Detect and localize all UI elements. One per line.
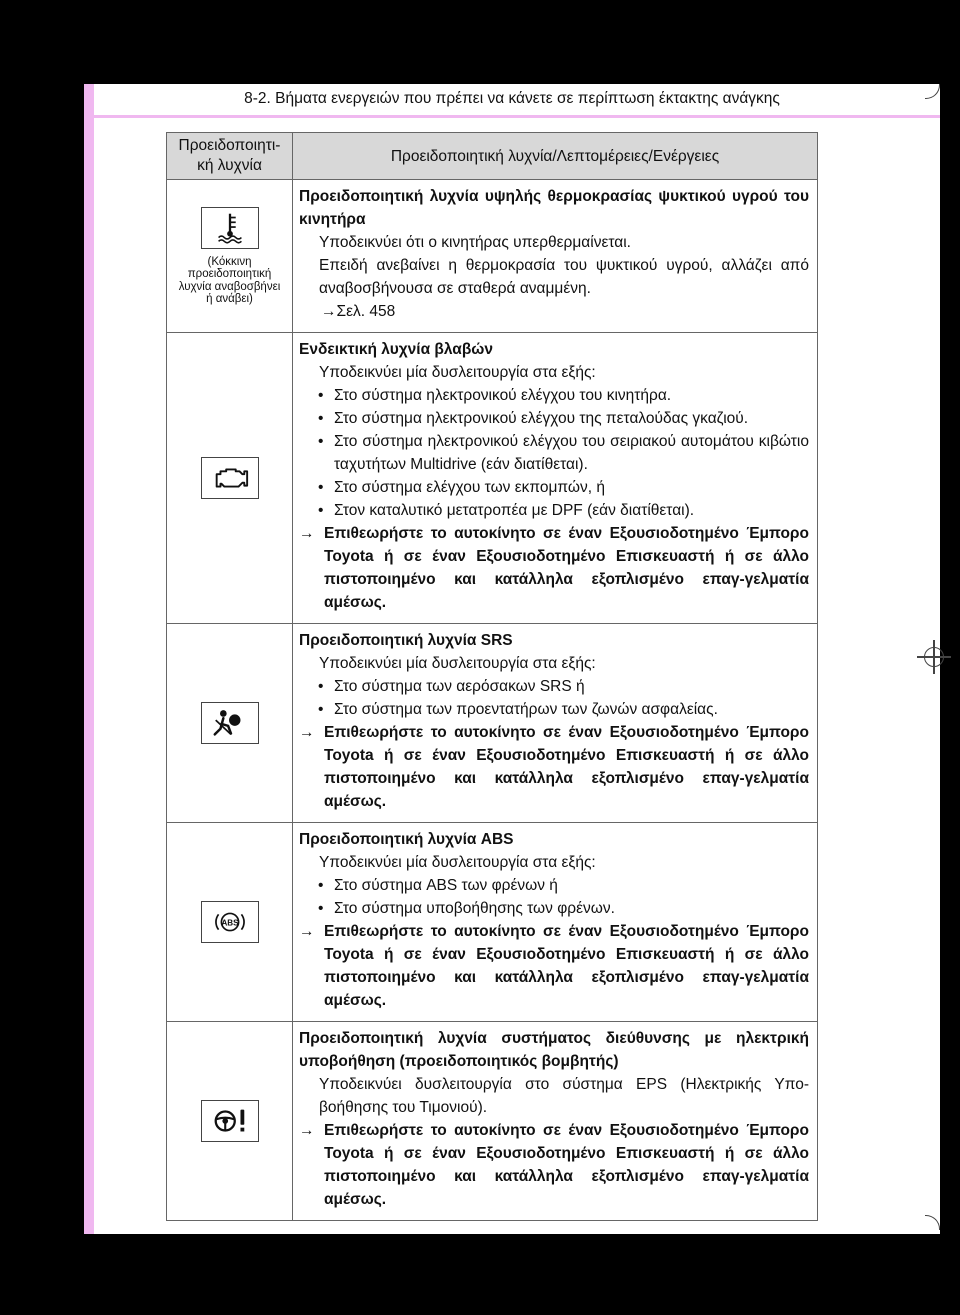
row-description: Υποδεικνύει ότι ο κινητήρας υπερθερμαίνεται.	[319, 234, 631, 251]
details-cell	[293, 1022, 818, 1221]
list-item: • Στον καταλυτικό μετατροπέα με DPF (εάν διατίθεται).	[299, 499, 809, 522]
table-row	[167, 1022, 818, 1221]
row-description: Επειδή ανεβαίνει η θερμοκρασία του ψυκτικού υγρού, αλλάζει από αναβοσβήνουσα σε σταθερά αναμμένη.	[319, 257, 809, 297]
arrow-icon: →	[299, 1122, 315, 1139]
arrow-icon: →	[299, 724, 315, 741]
icon-cell	[167, 333, 293, 624]
icon-cell	[167, 180, 293, 333]
col-header-warning-light-text: Προειδοποιητι- κή λυχνία	[178, 137, 281, 174]
row-title: Προειδοποιητική λυχνία συστήματος διεύθυνσης με ηλεκτρική υποβοήθηση (προειδοποιητικός βομβητής)	[299, 1030, 809, 1070]
row-title: Προειδοποιητική λυχνία SRS	[299, 632, 513, 649]
abs-icon	[201, 901, 259, 943]
list-item: • Στο σύστημα ηλεκτρονικού ελέγχου του σειριακού αυτομάτου κιβώτιο ταχυτήτων Multidrive (εάν διατίθεται).	[299, 430, 809, 476]
eps-steering-warning-icon	[201, 1100, 259, 1142]
table-row	[167, 823, 818, 1022]
section-header: 8-2. Βήματα ενεργειών που πρέπει να κάνετε σε περίπτωση έκτακτης ανάγκης	[244, 90, 780, 107]
header-divider	[84, 115, 940, 118]
icon-note	[167, 256, 292, 306]
crop-mark-bottom	[925, 1215, 940, 1230]
list-item: • Στο σύστημα των προεντατήρων των ζωνών ασφαλείας.	[299, 698, 809, 721]
list-item: • Στο σύστημα ηλεκτρονικού ελέγχου της πεταλούδας γκαζιού.	[299, 407, 809, 430]
section-tab-strip	[84, 84, 94, 1234]
warning-lights-table	[166, 132, 818, 1221]
row-intro: Υποδεικνύει δυσλειτουργία στο σύστημα EPS (Ηλεκτρικής Υπο-βοήθησης του Τιμονιού).	[319, 1076, 809, 1116]
table-row	[167, 624, 818, 823]
table-row	[167, 333, 818, 624]
list-item: • Στο σύστημα ελέγχου των εκπομπών, ή	[299, 476, 809, 499]
table-header-row	[167, 133, 818, 180]
manual-page	[84, 84, 940, 1234]
row-title: Ενδεικτική λυχνία βλαβών	[299, 341, 493, 358]
action-text: → Επιθεωρήστε το αυτοκίνητο σε έναν Εξουσιοδοτημένο Έμπορο Toyota ή σε έναν Εξουσιοδοτημένο Επισκευαστή ή σε άλλο πιστοποιημένο και κατάλληλα εξοπλισμένο επαγ-γελματία αμέσως.	[299, 522, 809, 614]
engine-check-icon	[201, 457, 259, 499]
row-intro: Υποδεικνύει μία δυσλειτουργία στα εξής:	[319, 364, 596, 381]
details-cell	[293, 333, 818, 624]
list-item: • Στο σύστημα ABS των φρένων ή	[299, 874, 809, 897]
row-title: Προειδοποιητική λυχνία υψηλής θερμοκρασίας ψυκτικού υγρού του κινητήρα	[299, 188, 809, 228]
action-text: → Επιθεωρήστε το αυτοκίνητο σε έναν Εξουσιοδοτημένο Έμπορο Toyota ή σε έναν Εξουσιοδοτημένο Επισκευαστή ή σε άλλο πιστοποιημένο και κατάλληλα εξοπλισμένο επαγ-γελματία αμέσως.	[299, 1119, 809, 1211]
page-reference: →Σελ. 458	[321, 303, 396, 320]
icon-cell	[167, 624, 293, 823]
list-item: • Στο σύστημα υποβοήθησης των φρένων.	[299, 897, 809, 920]
list-item: • Στο σύστημα ηλεκτρονικού ελέγχου του κινητήρα.	[299, 384, 809, 407]
list-item: • Στο σύστημα των αερόσακων SRS ή	[299, 675, 809, 698]
row-title: Προειδοποιητική λυχνία ABS	[299, 831, 514, 848]
table-row	[167, 180, 818, 333]
row-intro: Υποδεικνύει μία δυσλειτουργία στα εξής:	[319, 854, 596, 871]
col-header-warning-light	[167, 133, 293, 180]
details-cell	[293, 624, 818, 823]
abs-icon-label: ABS	[220, 918, 239, 928]
srs-airbag-icon	[201, 702, 259, 744]
icon-cell	[167, 823, 293, 1022]
details-cell	[293, 180, 818, 333]
arrow-icon: →	[299, 525, 315, 542]
arrow-icon: →	[299, 923, 315, 940]
col-header-details: Προειδοποιητική λυχνία/Λεπτομέρειες/Ενέργειες	[293, 133, 818, 180]
row-intro: Υποδεικνύει μία δυσλειτουργία στα εξής:	[319, 655, 596, 672]
icon-cell	[167, 1022, 293, 1221]
details-cell	[293, 823, 818, 1022]
registration-mark	[924, 647, 944, 667]
action-text: → Επιθεωρήστε το αυτοκίνητο σε έναν Εξουσιοδοτημένο Έμπορο Toyota ή σε έναν Εξουσιοδοτημένο Επισκευαστή ή σε άλλο πιστοποιημένο και κατάλληλα εξοπλισμένο επαγ-γελματία αμέσως.	[299, 721, 809, 813]
coolant-temperature-icon	[201, 207, 259, 249]
icon-note-text: (Κόκκινη προειδοποιητική λυχνία αναβοσβήνει ή ανάβει)	[178, 255, 281, 305]
action-text: → Επιθεωρήστε το αυτοκίνητο σε έναν Εξουσιοδοτημένο Έμπορο Toyota ή σε έναν Εξουσιοδοτημένο Επισκευαστή ή σε άλλο πιστοποιημένο και κατάλληλα εξοπλισμένο επαγ-γελματία αμέσως.	[299, 920, 809, 1012]
